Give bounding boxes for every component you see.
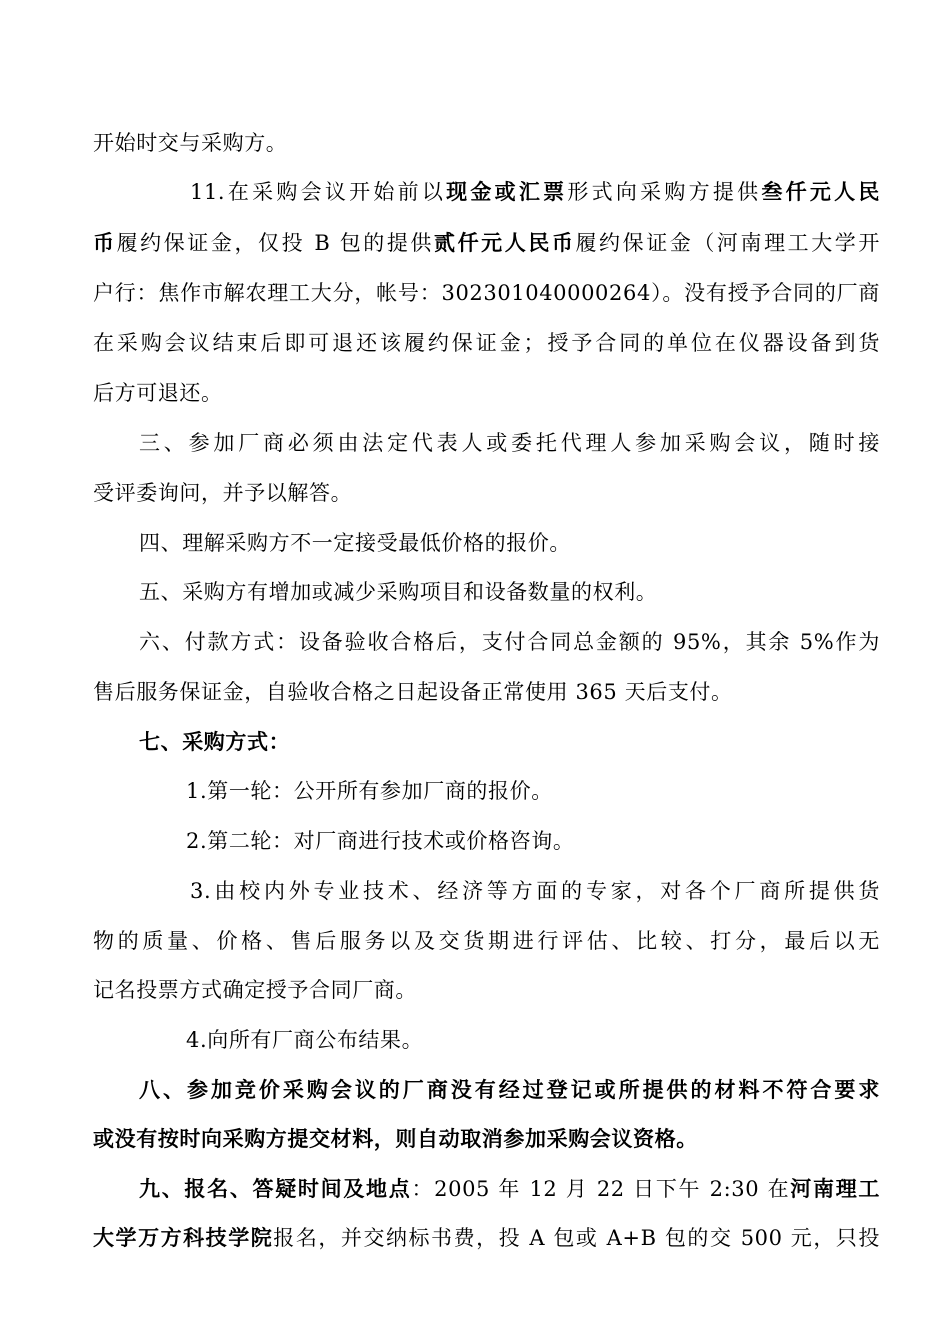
section7-item2-line <box>186 826 880 856</box>
section7-item1-text: 1.第一轮：公开所有参加厂商的报价。 <box>186 779 553 803</box>
section4-line <box>139 528 880 558</box>
item11-bold-cash: 现金或汇票 <box>446 180 568 204</box>
item11-text-l2d: 履约保证金（河南理工大学开 <box>575 231 880 255</box>
section7-item3-text-l1: 3.由校内外专业技术、经济等方面的专家，对各个厂商所提供货 <box>190 879 880 903</box>
section7-item3-text-l3: 记名投票方式确定授予合同厂商。 <box>93 978 417 1002</box>
section7-item3-line-3 <box>93 975 880 1005</box>
section9-heading-text: 九、报名、答疑时间及地点 <box>139 1177 412 1201</box>
section7-item3-line-2 <box>93 926 880 956</box>
item11-text-a: 11.在采购会议开始前以 <box>190 180 447 204</box>
section7-item3-line-1 <box>190 876 880 906</box>
item10-tail-text: 开始时交与采购方。 <box>93 131 288 155</box>
section8-text-l1: 八、参加竞价采购会议的厂商没有经过登记或所提供的材料不符合要求 <box>139 1078 880 1102</box>
section7-item1-line <box>186 776 880 806</box>
item11-text-l3: 户行：焦作市解农理工大分，帐号：302301040000264）。没有授予合同的厂商 <box>93 281 880 305</box>
item11-bold-amount-b: 贰仟元人民币 <box>434 231 576 255</box>
section7-heading <box>139 727 880 757</box>
section5-text: 五、采购方有增加或减少采购项目和设备数量的权利。 <box>139 580 658 604</box>
section9-line-1 <box>139 1174 880 1204</box>
item11-bold-amount-a: 叁仟元人民 <box>761 180 880 204</box>
item11-text-l5: 后方可退还。 <box>93 381 223 405</box>
item11-text-c: 形式向采购方提供 <box>567 180 762 204</box>
section6-line-1 <box>139 627 880 657</box>
section3-line-1 <box>139 428 880 458</box>
section8-line-2 <box>93 1124 880 1154</box>
section7-item3-text-l2: 物的质量、价格、售后服务以及交货期进行评估、比较、打分，最后以无 <box>93 929 880 953</box>
section7-item4-text: 4.向所有厂商公布结果。 <box>186 1028 424 1052</box>
section6-text-l2: 售后服务保证金，自验收合格之日起设备正常使用 365 天后支付。 <box>93 680 733 704</box>
item11-text-l4: 在采购会议结束后即可退还该履约保证金；授予合同的单位在仪器设备到货 <box>93 331 880 355</box>
section9-place-b: 大学万方科技学院 <box>93 1226 274 1250</box>
section9-place-a: 河南理工 <box>790 1177 880 1201</box>
item10-tail-line <box>93 128 880 158</box>
section7-item2-text: 2.第二轮：对厂商进行技术或价格咨询。 <box>186 829 575 853</box>
item11-line-4 <box>93 328 880 358</box>
item11-bold-currency: 币 <box>93 231 117 255</box>
item11-text-l2b: 履约保证金，仅投 B 包的提供 <box>116 231 435 255</box>
section4-text: 四、理解采购方不一定接受最低价格的报价。 <box>139 531 571 555</box>
section6-text-l1: 六、付款方式：设备验收合格后，支付合同总金额的 95%，其余 5%作为 <box>139 630 880 654</box>
section6-line-2 <box>93 677 880 707</box>
item11-line-1 <box>190 177 880 207</box>
item11-line-2 <box>93 228 880 258</box>
item11-line-3 <box>93 278 880 308</box>
section5-line <box>139 577 880 607</box>
section3-text-l2: 受评委询问，并予以解答。 <box>93 481 353 505</box>
section9-fee-text: 报名，并交纳标书费，投 A 包或 A+B 包的交 500 元，只投 <box>273 1226 880 1250</box>
section8-text-l2: 或没有按时向采购方提交材料，则自动取消参加采购会议资格。 <box>93 1127 698 1151</box>
section7-item4-line <box>186 1025 880 1055</box>
section3-text-l1: 三、参加厂商必须由法定代表人或委托代理人参加采购会议，随时接 <box>139 431 880 455</box>
section9-line-2 <box>93 1223 880 1253</box>
section9-date-text: ：2005 年 12 月 22 日下午 2:30 在 <box>411 1177 791 1201</box>
section7-heading-text: 七、采购方式： <box>139 730 291 754</box>
section3-line-2 <box>93 478 880 508</box>
section8-line-1 <box>139 1075 880 1105</box>
item11-line-5 <box>93 378 880 408</box>
